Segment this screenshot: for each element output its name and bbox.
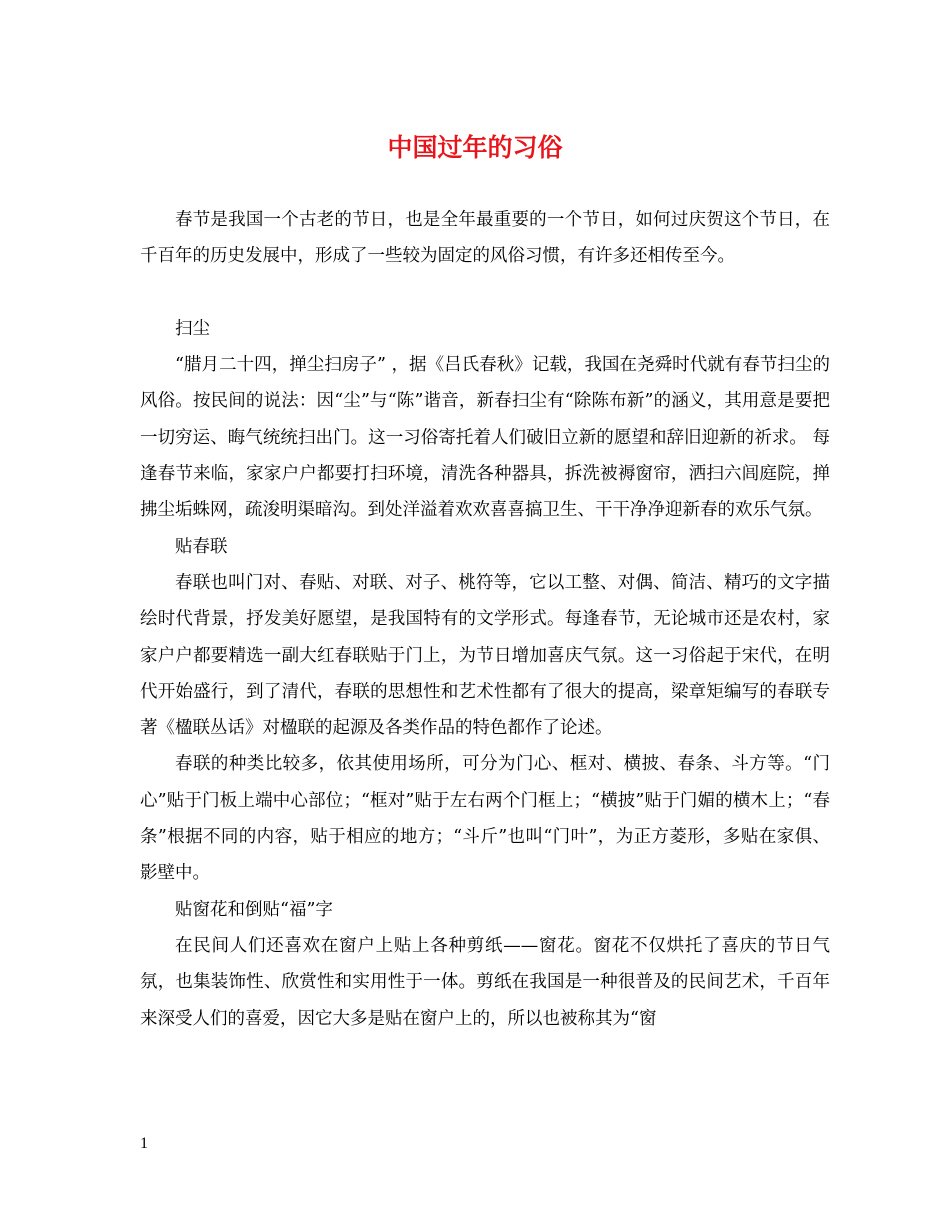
couplets-paragraph-1: 春联也叫门对、春贴、对联、对子、桃符等，它以工整、对偶、简洁、精巧的文字描绘时代背景，抒发美好愿望，是我国特有的文学形式。每逢春节，无论城市还是农村，家家户户都要精选一副大红春联贴于门上，为节日增加喜庆气氛。这一习俗起于宋代，在明代开始盛行，到了清代，春联的思想性和艺术性都有了很大的提高，梁章矩编写的春联专著《楹联丛话》对楹联的起源及各类作品的特色都作了论述。	[140, 572, 830, 739]
page-number: 1	[140, 1135, 148, 1152]
section-heading-window-flowers: 贴窗花和倒贴“福”字	[175, 899, 333, 920]
intro-paragraph: 春节是我国一个古老的节日，也是全年最重要的一个节日，如何过庆贺这个节日，在千百年的历史发展中，形成了一些较为固定的风俗习惯，有许多还相传至今。	[140, 210, 830, 267]
section-heading-sweeping: 扫尘	[175, 318, 210, 339]
document-body	[140, 202, 830, 1037]
sweeping-paragraph: “腊月二十四，掸尘扫房子” ，据《吕氏春秋》记载，我国在尧舜时代就有春节扫尘的风俗。按民间的说法：因“尘”与“陈”谐音，新春扫尘有“除陈布新”的涵义，其用意是要把一切穷运、晦气统统扫出门。这一习俗寄托着人们破旧立新的愿望和辞旧迎新的祈求。 每逢春节来临，家家户户都要打扫环境，清洗各种器具，拆洗被褥窗帘，洒扫六闾庭院，掸拂尘垢蛛网，疏浚明渠暗沟。到处洋溢着欢欢喜喜搞卫生、干干净净迎新春的欢乐气氛。	[140, 355, 830, 521]
couplets-paragraph-2: 春联的种类比较多，依其使用场所，可分为门心、框对、横披、春条、斗方等。“门心”贴于门板上端中心部位；“框对”贴于左右两个门框上；“横披”贴于门媚的横木上；“春条”根据不同的内容，贴于相应的地方；“斗斤”也叫“门叶”，为正方菱形，多贴在家俱、影壁中。	[140, 754, 830, 884]
blank-line	[140, 275, 830, 311]
section-heading-couplets: 贴春联	[175, 536, 228, 557]
document-title: 中国过年的习俗	[387, 133, 563, 162]
window-flowers-paragraph: 在民间人们还喜欢在窗户上贴上各种剪纸——窗花。窗花不仅烘托了喜庆的节日气氛，也集装饰性、欣赏性和实用性于一体。剪纸在我国是一种很普及的民间艺术，千百年来深受人们的喜爱，因它大多是贴在窗户上的，所以也被称其为“窗	[140, 935, 830, 1029]
